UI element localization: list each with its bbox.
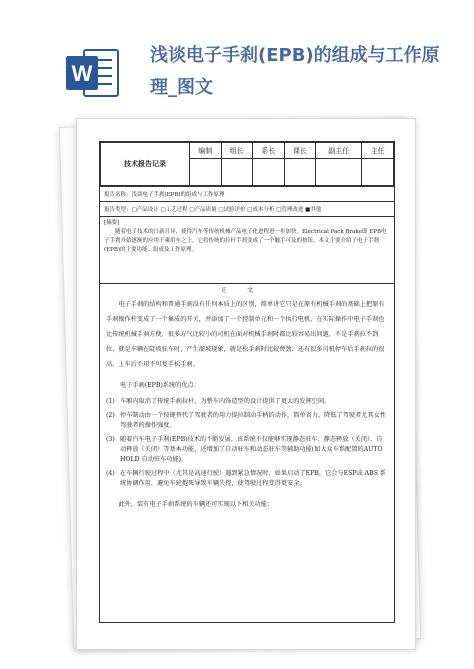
- report-frame: [99, 141, 395, 623]
- tail-paragraph: 此外，装有电子手刹系统的车辆还可实现以下相关功能：: [118, 501, 274, 508]
- advantages-title: 电子手刹(EPB)系统的优点：: [120, 382, 200, 389]
- word-icon-letter: W: [71, 61, 93, 86]
- report-label: 技术报告记录: [101, 143, 190, 186]
- abstract-box: [100, 216, 394, 283]
- signature-cell: [221, 159, 253, 186]
- report-category-row: 报告类型：□产品设计 □工艺过程 □产品质量 □试验评价 □成本分析 □管理改进 ■其他: [100, 201, 394, 216]
- list-item: (4) 在车辆行驶过程中（尤其是高速行驶）遇到紧急情况时，如果启动了EPB，它会与ESP或 ABS 系统协调作用，避免车轮抱死导致车辆失控，使驾驶过程变得更安全。: [106, 470, 387, 487]
- role-cell: 编制: [190, 143, 222, 159]
- document-body: [100, 295, 394, 514]
- signature-cell: [190, 159, 222, 186]
- page-title: 浅谈电子手刹(EPB)的组成与工作原理_图文: [150, 45, 440, 98]
- signature-cell: [362, 159, 394, 186]
- section-label: 正文: [100, 283, 394, 295]
- signature-cell: [284, 159, 316, 186]
- abstract-text: 随着电子技术的日新月异，使得汽车等传统机械产品电子化进程进一步加快。Electrical Pack Brake即 EPB电子手刹开始逐渐的应用于乘用车之上，它将传统的拉杆手刹变成了一个触手可及的按钮。本文主要介绍了电子手刹(EPB)的主要功能、组成及工作原理。: [104, 229, 387, 253]
- role-cell: 主任: [362, 143, 394, 159]
- list-item: (1) 车厢内取消了传统手刹拉杆，为整车内饰造型的设计提供了更大的发挥空间。: [106, 398, 331, 405]
- role-cell: 副主任: [316, 143, 362, 159]
- signature-cell: [253, 159, 285, 186]
- report-name-row: 报告名称：浅谈电子手刹(EPB)的组成与工作原理: [100, 186, 394, 201]
- signature-cell: [316, 159, 362, 186]
- document-page: [76, 118, 416, 650]
- body-paragraph: 电子手刹的结构和普通手刹没有任何本质上的区别，简单讲它只是在原有机械手刹的基础上把原有手刹操作杆变成了一个集成的开关，并添加了一个控制单元和一个执行电机，在实际操作中电子手刹也比传统机械手刹方便，很多方气比较小的司机在面对机械手刹时都比较容易出问题，不是手刹拉不到位，就是车辆在陡坡驻车时，产生溜坡现象，就是松手刹时比较费劲，还有很多司机停车后手刹拉的很高，上车后不用不可复手松手刹。: [106, 301, 385, 368]
- abstract-label: [摘要]: [104, 220, 120, 226]
- role-cell: 系长: [253, 143, 285, 159]
- approval-table: [100, 142, 394, 186]
- role-cell: 课长: [284, 143, 316, 159]
- list-item: (3) 随着汽车电子手刹(EPB)技术的不断发展，该系统不仅能够实现静态驻车、静态释放（关闭）、自动释放（关闭）等基本功能，还增加了自动驻车和动态驻车等辅助功能(如大众车系配置的AUTO HOLD 自动驻车功能)。: [106, 436, 383, 463]
- list-item: (2) 停车制动由一个按键替代了驾驶者的用力提拉制动手柄的动作，简单省力，降低了驾驶者尤其女性驾驶者的操作强度。: [106, 412, 387, 429]
- role-cell: 组长: [221, 143, 253, 159]
- word-doc-icon: [64, 44, 122, 102]
